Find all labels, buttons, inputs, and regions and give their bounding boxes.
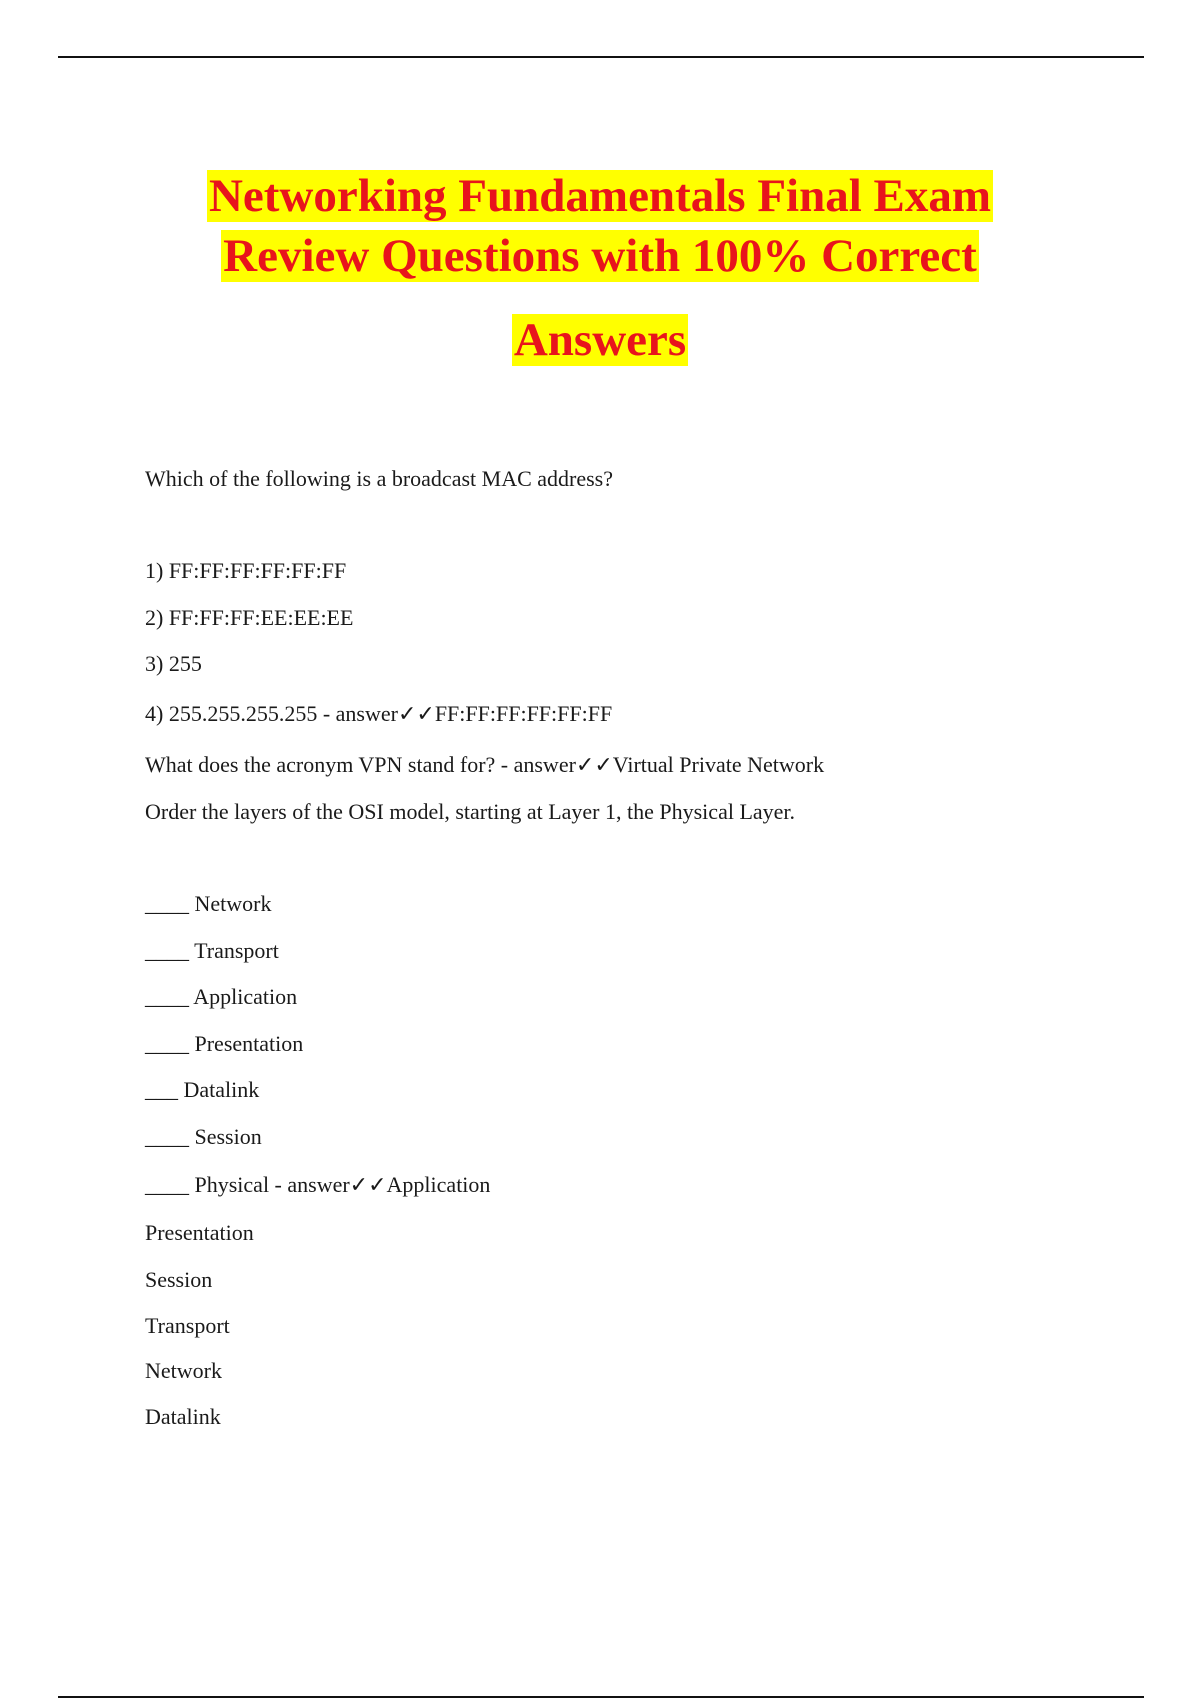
header-rule: [58, 56, 1144, 58]
option-2: 2) FF:FF:FF:EE:EE:EE: [145, 605, 354, 630]
option-4-answer: 4) 255.255.255.255 - answer✓✓FF:FF:FF:FF:FF:FF: [145, 701, 613, 726]
osi-blank-transport: ____ Transport: [145, 938, 279, 963]
answer-network: Network: [145, 1358, 222, 1383]
question-osi-order: Order the layers of the OSI model, starting at Layer 1, the Physical Layer.: [145, 799, 796, 824]
osi-blank-session: ____ Session: [145, 1124, 262, 1149]
option-1: 1) FF:FF:FF:FF:FF:FF: [145, 558, 347, 583]
title-line-1: Networking Fundamentals Final Exam: [208, 170, 992, 222]
question-vpn-answer: What does the acronym VPN stand for? - answer✓✓Virtual Private Network: [145, 752, 825, 777]
document-title: [0, 166, 1200, 370]
title-line-3: Answers: [513, 314, 687, 366]
answer-transport: Transport: [145, 1313, 230, 1338]
option-3: 3) 255: [145, 651, 202, 676]
answer-presentation: Presentation: [145, 1220, 254, 1245]
answer-session: Session: [145, 1267, 213, 1292]
question-mac-broadcast: Which of the following is a broadcast MAC address?: [145, 466, 613, 491]
osi-blank-physical-answer: ____ Physical - answer✓✓Application: [145, 1172, 491, 1197]
footer-rule: [58, 1696, 1144, 1698]
osi-blank-presentation: ____ Presentation: [145, 1031, 304, 1056]
osi-blank-application: ____ Application: [145, 984, 298, 1009]
title-line-2: Review Questions with 100% Correct: [223, 230, 977, 282]
osi-blank-datalink: ___ Datalink: [145, 1077, 260, 1102]
osi-blank-network: ____ Network: [145, 891, 272, 916]
answer-datalink: Datalink: [145, 1404, 221, 1429]
